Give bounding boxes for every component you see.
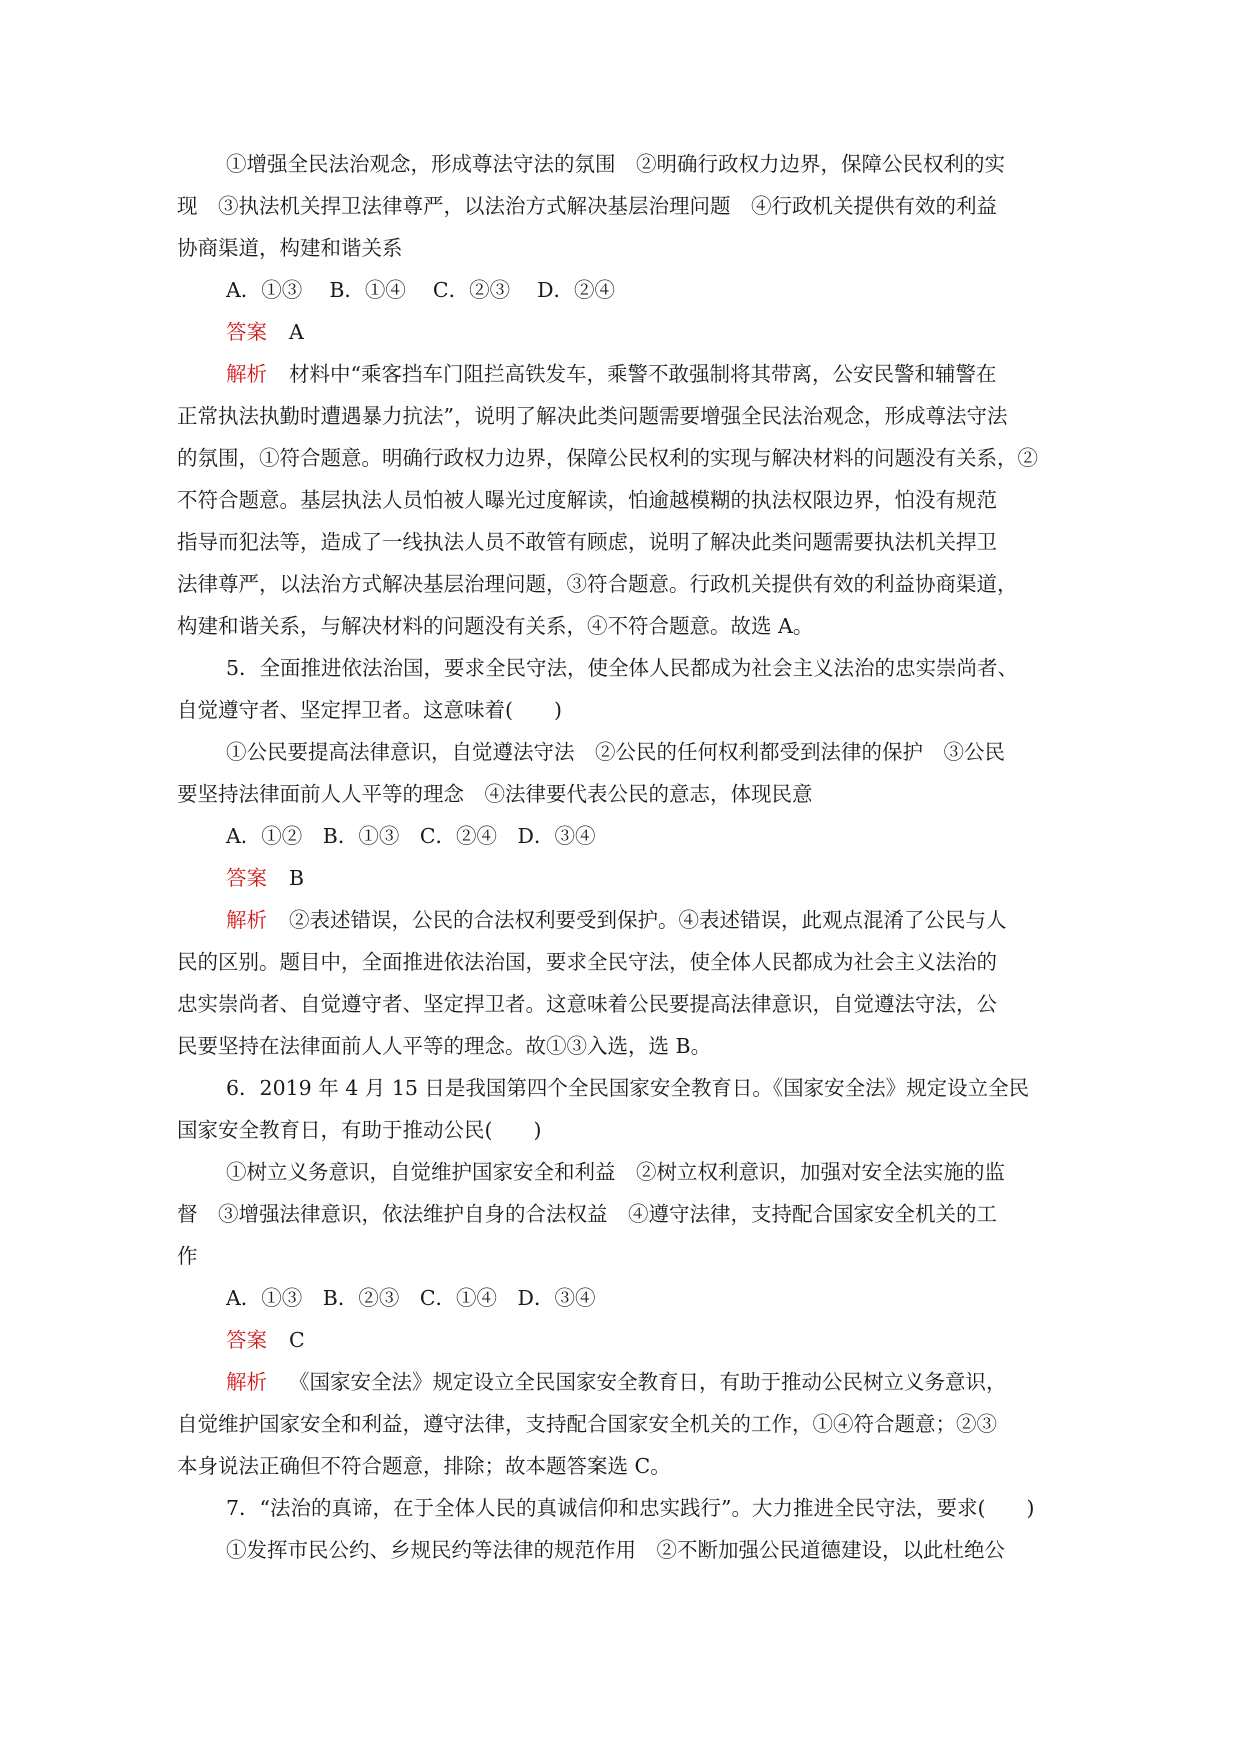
q6-options: A．①③ B．②③ C．①④ D．③④ (226, 1286, 596, 1310)
q5-stem (177, 647, 1061, 731)
analysis-line: 民的区别。题目中，全面推进依法治国，要求全民守法，使全体人民都成为社会主义法治的 (177, 950, 997, 974)
q6-analysis (177, 1361, 1061, 1487)
answer-value: C (289, 1328, 305, 1352)
analysis-line: 构建和谐关系，与解决材料的问题没有关系，④不符合题意。故选 A。 (177, 614, 814, 638)
analysis-label: 解析 (226, 362, 267, 386)
q6-statement-line: ①树立义务意识，自觉维护国家安全和利益 ②树立权利意识，加强对安全法实施的监 (226, 1160, 1005, 1184)
analysis-line: 《国家安全法》规定设立全民国家安全教育日，有助于推动公民树立义务意识， (289, 1370, 1007, 1394)
question-content (177, 143, 1061, 1571)
q6-stem (177, 1067, 1061, 1151)
answer-value: B (289, 866, 305, 890)
q5-options: A．①② B．①③ C．②④ D．③④ (226, 824, 596, 848)
analysis-line: 本身说法正确但不符合题意，排除；故本题答案选 C。 (177, 1454, 671, 1478)
analysis-label: 解析 (226, 1370, 267, 1394)
analysis-line: 自觉维护国家安全和利益，遵守法律，支持配合国家安全机关的工作，①④符合题意；②③ (177, 1412, 997, 1436)
answer-value: A (289, 320, 304, 344)
q7-statement-line: ①发挥市民公约、乡规民约等法律的规范作用 ②不断加强公民道德建设，以此杜绝公 (226, 1538, 1005, 1562)
q7-statements (177, 1529, 1061, 1571)
analysis-line: 正常执法执勤时遭遇暴力抗法”，说明了解决此类问题需要增强全民法治观念，形成尊法守法 (177, 404, 1008, 428)
analysis-label: 解析 (226, 908, 267, 932)
q4-statement-line: ①增强全民法治观念，形成尊法守法的氛围 ②明确行政权力边界，保障公民权利的实 (226, 152, 1005, 176)
analysis-line: 指导而犯法等，造成了一线执法人员不敢管有顾虑，说明了解决此类问题需要执法机关捍卫 (177, 530, 997, 554)
q5-answer (177, 857, 1061, 899)
q4-answer (177, 311, 1061, 353)
analysis-line: 民要坚持在法律面前人人平等的理念。故①③入选，选 B。 (177, 1034, 712, 1058)
answer-label: 答案 (226, 1328, 267, 1352)
q6-statement-line: 作 (177, 1244, 198, 1268)
q6-stem-line: 6．2019 年 4 月 15 日是我国第四个全民国家安全教育日。《国家安全法》规定设立全民 (226, 1076, 1030, 1100)
q4-analysis (177, 353, 1061, 647)
analysis-line: 忠实崇尚者、自觉遵守者、坚定捍卫者。这意味着公民要提高法律意识，自觉遵法守法，公 (177, 992, 997, 1016)
q6-statement-line: 督 ③增强法律意识，依法维护自身的合法权益 ④遵守法律，支持配合国家安全机关的工 (177, 1202, 997, 1226)
q4-options: A．①③ B．①④ C．②③ D．②④ (226, 278, 616, 302)
q5-statements (177, 731, 1061, 815)
q5-statement-line: ①公民要提高法律意识，自觉遵法守法 ②公民的任何权利都受到法律的保护 ③公民 (226, 740, 1005, 764)
q6-statements (177, 1151, 1061, 1277)
q5-stem-line: 5．全面推进依法治国，要求全民守法，使全体人民都成为社会主义法治的忠实崇尚者、 (226, 656, 1019, 680)
q6-answer (177, 1319, 1061, 1361)
analysis-line: 不符合题意。基层执法人员怕被人曝光过度解读，怕逾越模糊的执法权限边界，怕没有规范 (177, 488, 997, 512)
analysis-line: 的氛围，①符合题意。明确行政权力边界，保障公民权利的实现与解决材料的问题没有关系，② (177, 446, 1038, 470)
q4-statement-line: 现 ③执法机关捍卫法律尊严，以法治方式解决基层治理问题 ④行政机关提供有效的利益 (177, 194, 997, 218)
q4-statement-line: 协商渠道，构建和谐关系 (177, 236, 403, 260)
q5-stem-line: 自觉遵守者、坚定捍卫者。这意味着( ) (177, 698, 562, 722)
q4-statements (177, 143, 1061, 269)
analysis-line: 法律尊严，以法治方式解决基层治理问题，③符合题意。行政机关提供有效的利益协商渠道， (177, 572, 1018, 596)
q7-stem (177, 1487, 1061, 1529)
answer-label: 答案 (226, 320, 267, 344)
q7-stem-line: 7．“法治的真谛，在于全体人民的真诚信仰和忠实践行”。大力推进全民守法，要求( ) (226, 1496, 1035, 1520)
q5-statement-line: 要坚持法律面前人人平等的理念 ④法律要代表公民的意志，体现民意 (177, 782, 813, 806)
answer-label: 答案 (226, 866, 267, 890)
q6-stem-line: 国家安全教育日，有助于推动公民( ) (177, 1118, 542, 1142)
analysis-line: ②表述错误，公民的合法权利要受到保护。④表述错误，此观点混淆了公民与人 (289, 908, 1007, 932)
analysis-line: 材料中“乘客挡车门阻拦高铁发车，乘警不敢强制将其带离，公安民警和辅警在 (289, 362, 997, 386)
q5-analysis (177, 899, 1061, 1067)
